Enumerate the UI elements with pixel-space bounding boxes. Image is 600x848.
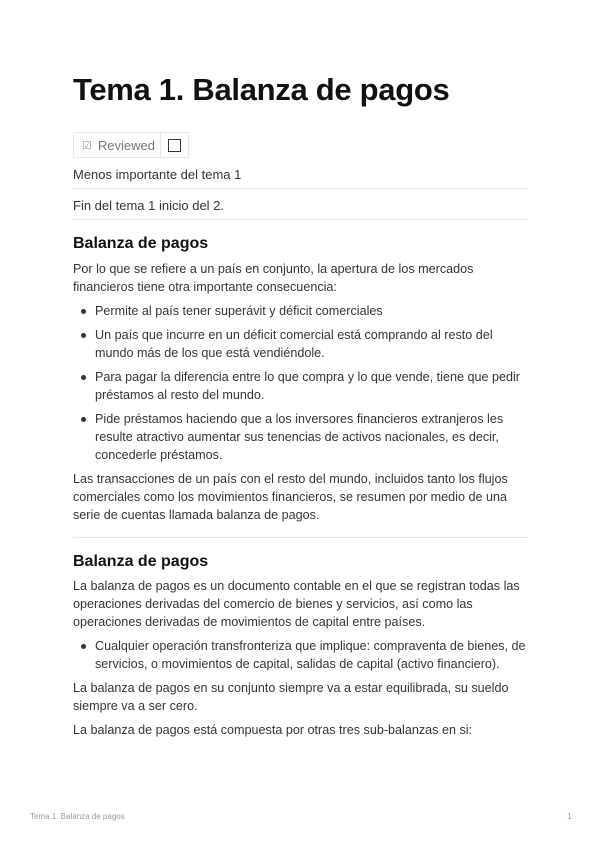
note-2: Fin del tema 1 inicio del 2. (73, 198, 225, 213)
checkbox-box[interactable] (168, 139, 181, 152)
bullet-list (73, 637, 528, 673)
note-1: Menos importante del tema 1 (73, 167, 242, 182)
property-label-text: Reviewed (97, 137, 155, 153)
section-2-body (73, 577, 528, 739)
paragraph: Las transacciones de un país con el resto del mundo, incluidos tanto los flujos comerciales como los movimientos financieros, se resumen por medio de una serie de cuentas llamada balanza de pagos. (73, 472, 508, 522)
page-title: Tema 1. Balanza de pagos (73, 72, 450, 107)
reviewed-checkbox[interactable] (161, 133, 188, 157)
list-item: Un país que incurre en un déficit comercial está comprando al resto del mundo más de los que está vendiéndole. (73, 326, 528, 362)
bullet-list (73, 302, 528, 464)
section-heading: Balanza de pagos (73, 235, 209, 252)
divider (73, 537, 528, 538)
property-label (74, 133, 161, 157)
list-item: Para pagar la diferencia entre lo que compra y lo que vende, tiene que pedir préstamos al resto del mundo. (73, 368, 528, 404)
section-1-body (73, 260, 528, 524)
list-item: Permite al país tener superávit y déficit comerciales (73, 302, 528, 320)
paragraph: Por lo que se refiere a un país en conjunto, la apertura de los mercados financieros tiene otra importante consecuencia: (73, 262, 474, 294)
list-item: Cualquier operación transfronteriza que implique: compraventa de bienes, de servicios, o movimientos de capital, salidas de capital (activo financiero). (73, 637, 528, 673)
divider (73, 188, 528, 189)
section-heading: Balanza de pagos (73, 553, 209, 570)
list-item: Pide préstamos haciendo que a los inversores financieros extranjeros les resulte atractivo aumentar sus tenencias de activos nacionales, es decir, concederle préstamos. (73, 410, 528, 464)
page-number: 1 (567, 812, 572, 821)
divider (73, 219, 528, 220)
footer-title: Tema 1. Balanza de pagos (30, 812, 125, 821)
paragraph: La balanza de pagos está compuesta por otras tres sub-balanzas en si: (73, 723, 473, 737)
property-row (73, 132, 189, 158)
paragraph: La balanza de pagos es un documento contable en el que se registran todas las operaciones derivadas del comercio de bienes y servicios, así como las operaciones derivadas de movimientos de capital entre países. (73, 579, 520, 629)
checkbox-icon: ☑ (82, 139, 92, 152)
paragraph: La balanza de pagos en su conjunto siempre va a estar equilibrada, su sueldo siempre va a ser cero. (73, 681, 509, 713)
